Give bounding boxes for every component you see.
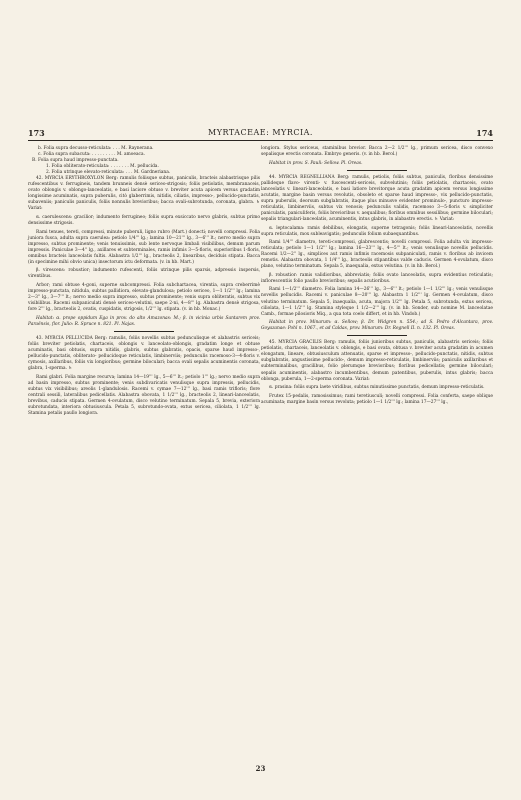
section-divider <box>114 331 174 332</box>
page-number-left: 173 <box>28 128 45 138</box>
paragraph: Habitat in prov. Minarum: α. Sellow; β. Dr. Widgren n. 554.; ad S. Pedro d'Alcantara, prov. Goyazanae: Pohl n. 1067., et ad Caldas, prov. Minarum: Dr. Regnell II. n. 132. Pl. Oreas. <box>261 320 493 332</box>
right-column <box>261 146 493 408</box>
section-divider <box>347 170 407 171</box>
paragraph: 45. MYRCIA GRACILIS Berg: ramulis, foliis junioribus subtus, paniculis, alabastris sericeis; foliis petiolatis, chartaceis, lanceolatis v. oblongis, e basi ovata, obtusa v. breviter acuta gradatim in acumen elongatum, lineare, obtusiusculum attenuatis, sparse et impresso-, pellucido-punctatis, nitidis, subtus subglabratis, angustissime pellucido-, demum impresso-reticulatis, limbinerviis; paniculis axillaribus et subterminalibus, gracilibus, folio plerumque brevioribus; floribus pedicellatis; germine biloculari; sepalis acuminentis, alabastro incumbentibus, demum patentibus, puberulis, intus glabris; bacca oblonga, puberula, 1—2-sperma coronata. Variat: <box>261 340 493 382</box>
paragraph: Rami tenues, tereti, compressi, minute puberuli, ligno rubro (Mart.) donecti; novelli compressi. Folia juniora fusca, adulta supra caerulea: petiolo 1/4''' lg.; lamina 10—21''' lg., 3—6''' lt.; nervo medio supra impresso, subtus prominente; venis tenuissimis, sub lente nervoque limbali visibilibus, demum parum impressis. Paniculae 3—4'' lg., axillares et subterminales, ramis infimis 3—5-floris, superioribus 1-floris, omnibus bracteis lanceolatis fultis. Alabastra 1/2''' lg., bracteolis 2, linearibus, deciduis stipata. Bacca (in specimine mihi obvio unica) insectorum ictu deformata. (v. in hb. Mart.) <box>28 229 260 265</box>
key-line: c. Folia supra subacuta: . . . . . . . . . M. amoeaca. <box>38 152 145 158</box>
page-number-right: 174 <box>476 128 493 138</box>
paragraph: Habitat in prov. S. Pauli: Sellow. Pl. Oreas. <box>269 160 363 166</box>
paragraph: Frutex 15-pedalis, ramosissimus; rami teretiusculi; novelli compressi. Folia conferta, saepe oblique acuminata; margine basin versus revoluta; petiolo 1—1 1/2''' lg.; lamina 17—27''' lg., <box>261 393 493 405</box>
paragraph: Arbor; rami obtuse 4-goni, superne subcompressi. Folia subchartacea, virentia, supra creberrimè impresso-punctata, nitidula, subtus pallidiora, elevato-glandulosa; petiolo sericeo, 1—1 1/2''' lg.; lamina 2—3'' lg., 3—7''' lt.; nervo medio supra impresso, subtus prominente; venis supra obliteratis, subtus vix visibilibus. Racemi subpaniculati densè sericeo-velutini, saepe 2-ni, 4—8''' lg. Alabastra densè strigosa, fore 2''' lg., bracteolis 2, ovatis, cuspidatis, strigosis, 1/2''' lg. stipata. (v. in hb. Monac.) <box>28 282 260 313</box>
paragraph: 44. MYRCIA REGNELLIANA Berg: ramulis, petiolis, foliis subtus, paniculis, floribus densissime pallideque flavo- virenti- v. fuscescenti-sericeis, subvelutinis; foliis petiolatis, chartaceis, ovato lanceolatis v. lineari-lanceolatis, e basi latiore brevitorque acuta gradatim apicem versus longissime acutatis, margine basin versus revolutis, obsoleto et sparse haud impresso-, vix pellucido-punctatis, supra puberulis, deorsum subglabratis, itaque plus minusve evidenter prominulo-, puncturo impresso-reticulatis, limbinerviis, subtus vix venosis; pedunculis validis, racemoso 3—5-floris v. simpliciter paniculatis, paniculiferis, foliis brevioribus v. aequalibus; floribus omnibus sessilibus; germine biloculari; sepalis triangulari-lanceolatis, acuminentis, intus glabris, in alabastro erectis. ♄ Variat: <box>261 174 493 222</box>
paragraph: β. virescens: robustior; indumento rufescenti, foliis utrinque pilis sparsis, adpressis inspersis, virentibus. <box>28 268 260 280</box>
paragraph: Rami 1/4''' diametro, tereti-compressi, glabrescentis; novelli compressi. Folia adulta vix impresso-reticulata; petiolo 1—1 1/2''' lg.; lamina 16—23''' lg., 4—5''' lt.; venis venulisque novellis pellucidis. Racemi 1/2—2'' lg., simplices aut ramis infimis racemosis subpaniculati, ramis v. floribus ab invicem remotis. Alabastra obovata, 1 1/4''' lg., bracteolis stipantibus valde caducis. Germen 4-ovulatum, disco plano, velutino terminatum. Sepala 5, inaequalia, extus velutina. (v. in hb. Berol.) <box>261 240 493 270</box>
paragraph: α. caerulescens: gracilior; indumento ferrugineo; foliis supra exsiccato nervo glabris, subtus primo densissime strigosis. <box>28 215 260 227</box>
paragraph: β. robustior: ramis validioribus, abbreviatis; foliis ovato lanceolatis, supra evidentius reticulatis; inflorescentiis folio paullo brevioribus; sepalis acutioribus. <box>261 272 493 284</box>
left-column <box>28 146 260 419</box>
paragraph: 42. MYRCIA ERYTHROXYLON Berg: ramulis foliisque subtus, paniculis, bracteis alabastrisque pilis rufescentibus v. ferrugineis, tandem brunneis densè sericeo-strigosis; foliis petiolatis, membranaceis, ovato oblongis v. oblongo-lanceolatis, e basi laciore obtuso v. breviter acuta apicem versus gradatim longissime acuminatis, supra puberulis, citò glaberrimis, nitidis, ciliatis, impresso-, pellucido-punctatis, subaveniis; paniculis paniculis, foliis nonnulis brevioribus; bacca ovali-subrotunda, coronata, glabra. ♄ Variat: <box>28 176 260 212</box>
key-line: b. Folia supra decusso-reticulata: . . . M. Raynerana. <box>38 146 154 151</box>
paragraph: longiora. Stylus sericeus, staminibus brevior. Bacca 2—2 1/2''' lg., primum sericea, disco convexo sepalisque erectis coronata. Embryo generis. (v. in hb. Berol.) <box>261 146 493 158</box>
paragraph: Habitat: α. prope oppidum Ega in prov. do alto Amazonas: M.; β. in vicinia urbis Santarem prov. Paraënsis, flor. Julio: R. Spruce n. 821. Pl. Najas. <box>28 315 260 327</box>
header-rule <box>28 140 493 141</box>
running-title: MYRTACEAE: MYRCIA. <box>208 128 313 137</box>
paragraph: 43. MYRCIA PELLUCIDA Berg: ramulis, foliis novellis subtus pedunculisque et alabastris sericeis; foliis breviter petiolatis, chartaceis, oblongis v. lanceolato-oblongis, gradatim longe et obtuse acuminatis, basi obtusis, supra nitidis, glabris, subtus glabratis, opacis, sparse haud impresso-, pellucido-punctatis, obliterato- pellucidoque reticulatis, limbinerviis; pedunculis racemoso-3—4-floris v. cymosis, axillaribus, foliis vix longioribus; germine biloculari; bacca ovali sepalis acuminentis coronata, glabra, 1-sperma. ♄ <box>28 335 260 372</box>
paragraph: α. leptocalama: ramis debilibus, elongatis, superne tetragonis; foliis lineari-lanceolatis, novellis supra reticulatis, mox subleavigatis; pedunculis folium subaequantibus. <box>261 225 493 237</box>
paragraph: Rami 1—1/2''' diametro. Folia lamina 14—26''' lg., 3—6''' lt.; petiolo 1—1 1/2''' lg.; venis venulisque novellis pellucidis. Racemi v. paniculae 8—20''' lg. Alabastra 1 1/2''' lg. Germen 4-ovulatum, disco velutino terminatum. Sepala 5, inaequalia, acuta, majora 1/2''' lg. Petala 5, subrotunda, extus sericea, ciliolata, 1—1 1/2''' lg. Stamina styleque 1 1/2—2''' lg. (v. in hb. Sonder, sub nomine M. lanceolatae Camb., formae pilosioris Miq., a qua tota coelo differt, et in hb. Vindob.) <box>261 287 493 317</box>
running-header <box>28 128 493 140</box>
signature-mark: 23 <box>255 764 266 773</box>
section-divider <box>347 335 407 336</box>
key-line: 1. Folia obliterato-reticulata: . . . . . . . M. pellucida. <box>46 164 159 170</box>
paragraph: α. prasina: foliis supra laete viridibus, subtus minutissime punctatis, demum impresso-reticulatis. <box>269 385 485 391</box>
key-line: 2. Folia utrinque elevato-reticulata: . . . M. Gardneriana. <box>46 170 171 176</box>
key-line: B. Folia supra haud impresso-punctata. <box>32 158 119 164</box>
paragraph: Rami glabri. Folia margine recurva; lamina 14—19''' lg., 5—6''' lt.; petiolo 1''' lg.; nervo medio supra ad basin impresso, subtus prominente; venis subdivaricatis venulisque supra impressis, pellucidis, subtus vix visibilibus; areolis 1-glandulosis. Racemi v. cymae 7—12''' lg., basi ramis trifloris; flore centrali sessili, lateralibus pedicellatis. Alabastra obovata, 1 1/2''' lg., bracteolis 2, lineari-lanceolatis, brevibus, caducis stipata. Germen 4-ovulatum, disco velutino terminatum. Sepala 5, brevia, exteriora subrotundata, interiora obtusiuscula. Petala 5, subrotundo-ovata, extus sericea, ciliolata, 1 1/2''' lg. Stamina petalis paullo longiora. <box>28 374 260 416</box>
